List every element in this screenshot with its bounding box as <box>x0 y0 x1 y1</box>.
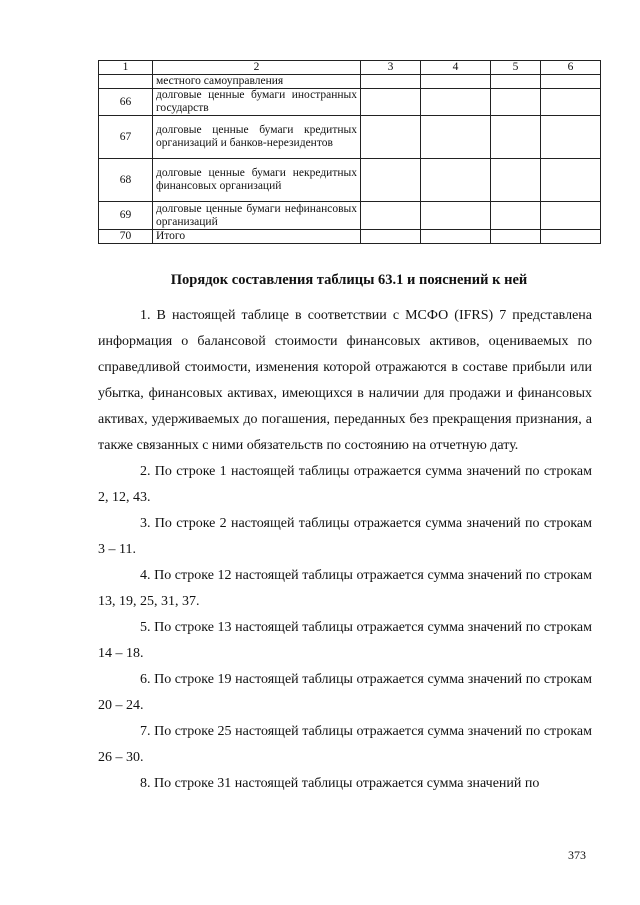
table-row <box>99 116 601 159</box>
row-number: 70 <box>99 230 153 244</box>
paragraph: 2. По строке 1 настоящей таблицы отражается сумма значений по строкам 2, 12, 43. <box>98 464 592 505</box>
row-number: 68 <box>99 159 153 202</box>
page-number: 373 <box>568 848 586 862</box>
row-label: долговые ценные бумаги некредитных финансовых организаций <box>153 159 361 202</box>
paragraph: 8. По строке 31 настоящей таблицы отражается сумма значений по <box>140 776 540 791</box>
row-number: 67 <box>99 116 153 159</box>
body-text <box>98 303 592 797</box>
table-row <box>99 159 601 202</box>
table-row <box>99 202 601 230</box>
column-header: 2 <box>153 61 361 75</box>
paragraph: 7. По строке 25 настоящей таблицы отражается сумма значений по строкам 26 – 30. <box>98 724 592 765</box>
table-row <box>99 89 601 116</box>
paragraph: 4. По строке 12 настоящей таблицы отражается сумма значений по строкам 13, 19, 25, 31, 37. <box>98 568 592 609</box>
row-label: долговые ценные бумаги кредитных организаций и банков-нерезидентов <box>153 116 361 159</box>
section-heading: Порядок составления таблицы 63.1 и пояснений к ней <box>170 272 528 288</box>
paragraph: 3. По строке 2 настоящей таблицы отражается сумма значений по строкам 3 – 11. <box>98 516 592 557</box>
column-header: 4 <box>421 61 491 75</box>
row-label: долговые ценные бумаги иностранных государств <box>153 89 361 116</box>
row-number: 66 <box>99 89 153 116</box>
row-label: местного самоуправления <box>153 75 361 89</box>
paragraph: 6. По строке 19 настоящей таблицы отражается сумма значений по строкам 20 – 24. <box>98 672 592 713</box>
paragraph: 1. В настоящей таблице в соответствии с МСФО (IFRS) 7 представлена информация о балансовой стоимости финансовых активов, оцениваемых по справедливой стоимости, изменения которой отражаются в составе прибыли или убытка, финансовых активах, имеющихся в наличии для продажи и финансовых активах, удерживаемых до погашения, переданных без прекращения признания, а также связанных с ними обязательств по состоянию на отчетную дату. <box>98 308 592 453</box>
row-label: Итого <box>153 230 361 244</box>
column-header: 5 <box>491 61 541 75</box>
column-header: 1 <box>99 61 153 75</box>
column-header: 6 <box>541 61 601 75</box>
table-row <box>99 75 601 89</box>
row-number: 69 <box>99 202 153 230</box>
column-header: 3 <box>361 61 421 75</box>
paragraph: 5. По строке 13 настоящей таблицы отражается сумма значений по строкам 14 – 18. <box>98 620 592 661</box>
table-row <box>99 230 601 244</box>
table-header-row <box>99 61 601 75</box>
row-label: долговые ценные бумаги нефинансовых организаций <box>153 202 361 230</box>
data-table <box>98 60 601 244</box>
